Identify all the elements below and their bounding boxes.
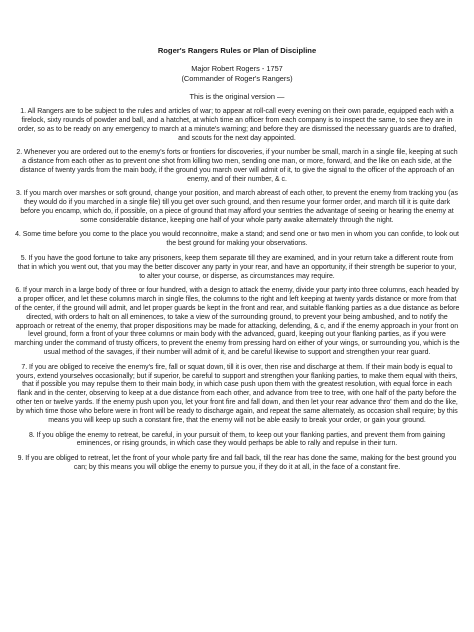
rule-paragraph: 9. If you are obliged to retreat, let the front of your whole party fire and fall back, till the rear has done the same, making for the best ground you can; by this means you will oblige the enemy to pursue you, if they do it at all, in the face of a constant fire.	[17, 454, 457, 471]
rule-paragraph: 2. Whenever you are ordered out to the enemy's forts or frontiers for discoveries, if your number be small, march in a single file, keeping at such a distance from each other as to prevent one shot from killing two men, sending one man, or more, forward, and the like on each side, at the distance of twenty yards from the main body, if the ground you march over will admit of it, to give the signal to the officer of the approach of an enemy, and of their number, & c.	[16, 149, 458, 183]
author-name: Major Robert Rogers - 1757	[191, 64, 283, 73]
rule-paragraph: 8. If you oblige the enemy to retreat, be careful, in your pursuit of them, to keep out your flanking parties, and prevent them from gaining eminences, or rising grounds, in which case they would perhaps be able to rally and repulse in their turn.	[28, 431, 446, 448]
intro-line: This is the original version —	[189, 92, 285, 101]
rule-paragraph: 5. If you have the good fortune to take any prisoners, keep them separate till they are examined, and in your return take a different route from that in which you went out, that you may the better discover any party in your rear, and have an opportunity, if their strength be superior to your, to alter your course, or disperse, as circumstances may require.	[17, 254, 457, 280]
document-title: Roger's Rangers Rules or Plan of Discipline	[157, 46, 317, 55]
author-block	[14, 64, 460, 84]
rule-paragraph: 7. If you are obliged to receive the enemy's fire, fall or squat down, till it is over, then rise and discharge at them. If their main body is equal to yours, extend yourselves occasionally; but if superior, be careful to support and strengthen your flanking parties, to make them equal with theirs, that if possible you may repulse them to their main body, in which case push upon them with the greatest resolution, with equal force in each flank and in the center, observing to keep at a due distance from each other, and advance from tree to tree, with one half of the party before the other ten or twelve yards. If the enemy push upon you, let your front fire and fall down, and then let your rear advance thro' them and do the like, by which time those who before were in front will be ready to discharge again, and repeat the same alternately, as occasion shall require; by this means you will keep up such a constant fire, that the enemy will not be able easily to break your order, or gain your ground.	[16, 363, 458, 425]
rule-paragraph: 4. Some time before you come to the place you would reconnoitre, make a stand; and send one or two men in whom you can confide, to look out the best ground for making your observations.	[15, 231, 459, 248]
rule-paragraph: 1. All Rangers are to be subject to the rules and articles of war; to appear at roll-call every evening on their own parade, equipped each with a firelock, sixty rounds of powder and ball, and a hatchet, at which time an officer from each company is to inspect the same, to see they are in order, so as to be ready on any emergency to march at a minute's warning; and before they are dismissed the necessary guards are to drafted, and scouts for the next day appointed.	[17, 108, 457, 142]
author-role: (Commander of Roger's Rangers)	[181, 74, 293, 83]
rule-paragraph: 6. If your march in a large body of three or four hundred, with a design to attack the enemy, divide your party into three columns, each headed by a proper officer, and let these columns march in single files, the columns to the right and left keeping at twenty yards distance or more from that of the center, if the ground will admit, and let proper guards be kept in the front and rear, and suitable flanking parties as a due distance as before directed, with orders to halt on all eminences, to take a view of the surrounding ground, to prevent your being ambushed, and to notify the approach or retreat of the enemy, that proper dispositions may be made for attacking, defending, & c, and if the enemy approach in your front on level ground, form a front of your three columns or main body with the advanced, guard, keeping out your flanking parties, as if you were marching under the command of trusty officers, to prevent the enemy from pressing hard on either of your wings, or surrounding you, which is the usual method of the savages, if their number will admit of it, and be careful likewise to support and strengthen your rear guard.	[14, 286, 460, 357]
rule-paragraph: 3. If you march over marshes or soft ground, change your position, and march abreast of each other, to prevent the enemy from tracking you (as they would do if you marched in a single file) till you get over such ground, and then resume your former order, and march till it is quite dark before you encamp, which do, if possible, on a piece of ground that may afford your sentries the advantage of seeing or hearing the enemy at some considerable distance, keeping one half of your whole party awake alternately through the night.	[16, 190, 458, 224]
